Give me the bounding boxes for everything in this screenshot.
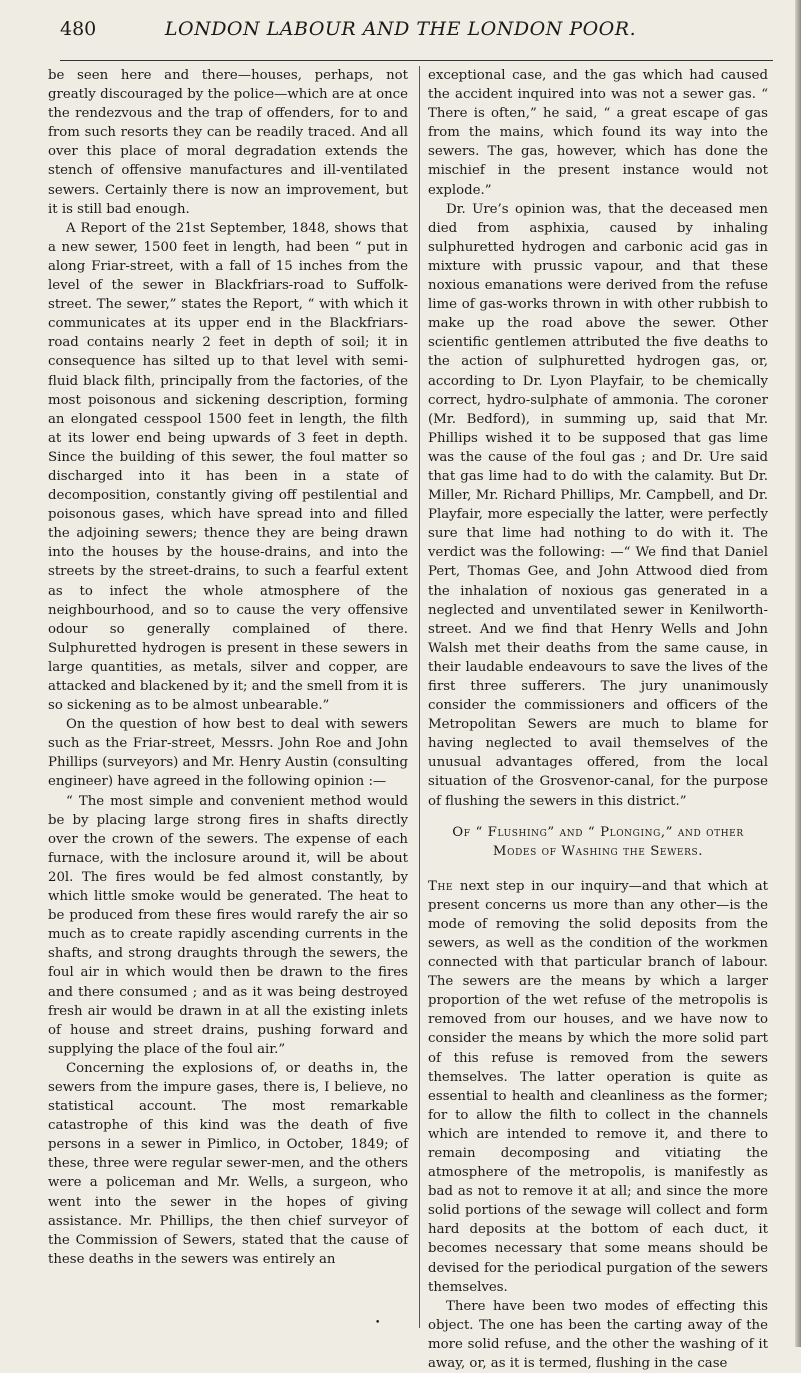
column-divider bbox=[419, 66, 420, 1328]
paragraph: exceptional case, and the gas which had caused the accident inquired into was not a sewer gas. “ There is often,” he said, “ a great escape of gas from the mains, which found its way into the sewers. The gas, however, which has done the mischief in the present instance would not explode.” bbox=[428, 68, 768, 198]
paragraph: There have been two modes of effecting this object. The one has been the carting away of the more solid refuse, and the other the washing of it away, or, as it is termed, flushing in the case bbox=[428, 1298, 768, 1371]
paragraph: Concerning the explosions of, or deaths in, the sewers from the impure gases, there is, I believe, no statistical account. The most remarkable catastrophe of this kind was the death of five persons in a sewer in Pimlico, in October, 1849; of these, three were regular sewer-men, and the others were a policeman and Mr. Wells, a surgeon, who went into the sewer in the hopes of giving assistance. Mr. Phillips, the then chief surveyor of the Commission of Sewers, stated that the cause of these deaths in the sewers was entirely an bbox=[48, 1060, 408, 1267]
page-number: 480 bbox=[60, 18, 97, 40]
page-edge-shadow bbox=[795, 0, 801, 1347]
footer-mark: • bbox=[375, 1318, 381, 1328]
paragraph: On the question of how best to deal with sewers such as the Friar-street, Messrs. John Roe and John Phillips (surveyors) and Mr. Henry Austin (consulting engineer) have agreed in the following opinion :— bbox=[48, 717, 408, 790]
left-column bbox=[48, 66, 408, 1269]
section-paragraph-text: next step in our inquiry—and that which at present concerns us more than any other—is the mode of removing the solid deposits from the sewers, as well as the condition of the workmen connected with that particular branch of labour. The sewers are the means by which a larger proportion of the wet refuse of the metropolis is removed from our houses, and we have now to consider the means by which the more solid part of this refuse is removed from the sewers themselves. The latter operation is quite as essential to health and cleanliness as the former; for to allow the filth to collect in the channels which are intended to remove it, and there to remain decomposing and vitiating the atmosphere of the metropolis, is manifestly as bad as not to remove it at all; and since the more solid portions of the sewage will collect and form hard deposits at the bottom of each duct, it becomes necessary that some means should be devised for the periodical purgation of the sewers themselves. bbox=[428, 878, 768, 1295]
running-title: LONDON LABOUR AND THE LONDON POOR. bbox=[164, 18, 637, 40]
section-first-word: The bbox=[428, 878, 454, 894]
paragraph: A Report of the 21st September, 1848, shows that a new sewer, 1500 feet in length, had been “ put in along Friar-street, with a fall of 15 inches from the level of the sewer in Blackfriars-road to Suffolk-street. The sewer,” states the Report, “ with which it communicates at its upper end in the Blackfriars-road contains nearly 2 feet in depth of soil; it in consequence has silted up to that level with semi-fluid black filth, principally from the factories, of the most poisonous and sickening description, forming an elongated cesspool 1500 feet in length, the filth at its lower end being upwards of 3 feet in depth. Since the building of this sewer, the foul matter so discharged into it has been in a state of decomposition, constantly giving off pestilential and poisonous gases, which have spread into and filled the adjoining sewers; thence they are being drawn into the houses by the house-drains, and into the streets by the street-drains, to such a fearful extent as to infect the whole atmosphere of the neighbourhood, and so to cause the very offensive odour so generally complained of there. Sulphuretted hydrogen is present in these sewers in large quantities, as metals, silver and copper, are attacked and blackened by it; and the smell from it is so sickening as to be almost unbearable.” bbox=[48, 220, 408, 714]
paragraph: be seen here and there—houses, perhaps, not greatly discouraged by the police—which are at once the rendezvous and the trap of offenders, for to and from such resorts they can be readily traced. And all over this place of moral degradation extends the stench of offensive manufactures and ill-ventilated sewers. Certainly there is now an improvement, but it is still bad enough. bbox=[48, 68, 408, 217]
paragraph: Dr. Ure’s opinion was, that the deceased men died from asphixia, caused by inhaling sulphuretted hydrogen and carbonic acid gas in mixture with prussic vapour, and that these noxious emanations were derived from the refuse lime of gas-works thrown in with other rubbish to make up the road above the sewer. Other scientific gentlemen attributed the five deaths to the action of sulphuretted hydrogen gas, or, according to Dr. Lyon Playfair, to be chemically correct, hydro-sulphate of ammonia. The coroner (Mr. Bedford), in summing up, said that Mr. Phillips wished it to be supposed that gas lime was the cause of the foul gas ; and Dr. Ure said that gas lime had to do with the calamity. But Dr. Miller, Mr. Richard Phillips, Mr. Campbell, and Dr. Playfair, more especially the latter, were perfectly sure that lime had nothing to do with it. The verdict was the following: —“ We find that Daniel Pert, Thomas Gee, and John Attwood died from the inhalation of noxious gas generated in a neglected and unventilated sewer in Kenilworth-street. And we find that Henry Wells and John Walsh met their deaths from the same cause, in their laudable endeavours to save the lives of the first three sufferers. The jury unanimously consider the commissioners and officers of the Metropolitan Sewers are much to blame for having neglected to avail themselves of the unusual advantages offered, from the local situation of the Grosvenor-canal, for the purpose of flushing the sewers in this district.” bbox=[428, 201, 768, 809]
right-column bbox=[428, 66, 768, 1373]
header-rule bbox=[60, 60, 773, 61]
page-header bbox=[0, 8, 801, 54]
section-heading: Of “ Flushing” and “ Plonging,” and other Modes of Washing the Sewers. bbox=[452, 824, 744, 859]
quoted-opinion: “ The most simple and convenient method would be by placing large strong fires in shafts directly over the crown of the sewers. The expense of each furnace, with the inclosure around it, will be about 20l. The fires would be fed almost constantly, by which little smoke would be generated. The heat to be produced from these fires would rarefy the air so much as to create rapidly ascending currents in the shafts, and strong draughts through the sewers, the foul air in which would then be drawn to the fires and there consumed ; and as it was being destroyed fresh air would be drawn in at all the existing inlets of house and street drains, pushing forward and supplying the place of the foul air.” bbox=[48, 793, 408, 1057]
section-paragraph bbox=[428, 877, 768, 1297]
